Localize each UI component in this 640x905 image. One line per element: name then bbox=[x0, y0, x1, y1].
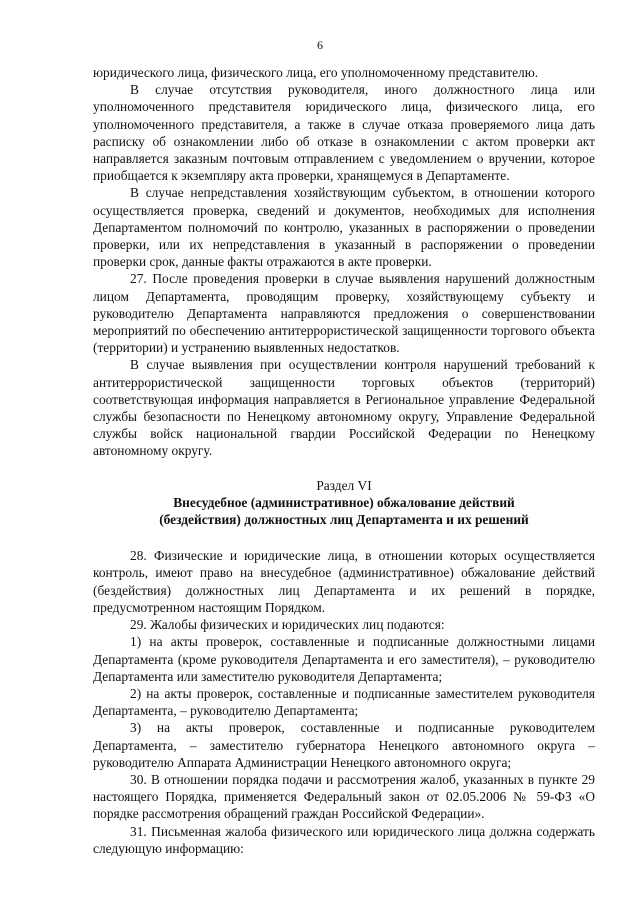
paragraph: 1) на акты проверок, составленные и подписанные должностными лицами Департамента (кроме руководителя Департамента и его заместителя), – руководителю Департамента или заместителю руководителя Департамента; bbox=[93, 634, 595, 684]
paragraph: В случае выявления при осуществлении контроля нарушений требований к антитеррористической защищенности торговых объектов (территорий) соответствующая информация направляется в Региональное управление Федеральной службы безопасности по Ненецкому автономному округу, Управление Федеральной службы войск национальной гвардии Российской Федерации по Ненецкому автономному округу. bbox=[93, 357, 595, 459]
paragraph: юридического лица, физического лица, его уполномоченному представителю. bbox=[93, 65, 539, 80]
paragraph: В случае отсутствия руководителя, иного должностного лица или уполномоченного представителя юридического лица, физического лица, его уполномоченного представителя, а также в случае отказа проверяемого лица дать расписку об ознакомлении либо об отказе в ознакомлении с актом проверки акт направляется заказным почтовым отправлением с уведомлением о вручении, которое приобщается к экземпляру акта проверки, хранящемуся в Департаменте. bbox=[93, 82, 595, 184]
paragraph: 30. В отношении порядка подачи и рассмотрения жалоб, указанных в пункте 29 настоящего Порядка, применяется Федеральный закон от 02.05.2006 № 59-ФЗ «О порядке рассмотрения обращений граждан Российской Федерации». bbox=[93, 771, 595, 822]
document-body bbox=[93, 64, 595, 857]
section-title-line-1: Внесудебное (административное) обжалование действий bbox=[173, 494, 515, 510]
spacer bbox=[93, 460, 595, 477]
page-number: 6 bbox=[317, 38, 323, 52]
paragraph: 2) на акты проверок, составленные и подписанные заместителем руководителя Департамента, – руководителю Департамента; bbox=[93, 685, 595, 719]
section-title-line-2: (бездействия) должностных лиц Департамента и их решений bbox=[159, 512, 529, 528]
spacer bbox=[93, 528, 595, 547]
paragraph: 31. Письменная жалоба физического или юридического лица должна содержать следующую информацию: bbox=[93, 823, 595, 856]
paragraph: 29. Жалобы физических и юридических лиц подаются: bbox=[130, 617, 445, 633]
paragraph: 27. После проведения проверки в случае выявления нарушений должностным лицом Департамента, проводящим проверку, хозяйствующему субъекту и руководителю Департамента направляются предложения о совершенствовании мероприятий по обеспечению антитеррористической защищенности торгового объекта (территории) и устранению выявленных недостатков. bbox=[93, 271, 595, 356]
paragraph: 28. Физические и юридические лица, в отношении которых осуществляется контроль, имеют право на внесудебное (административное) обжалование действий (бездействия) должностных лиц Департамента и их решений в порядке, предусмотренном настоящим Порядком. bbox=[93, 548, 595, 615]
paragraph: В случае непредставления хозяйствующим субъектом, в отношении которого осуществляется проверка, сведений и документов, необходимых для исполнения Департаментом полномочий по контролю, указанных в распоряжении о проведении проверки, или их непредставления в указанный в распоряжении о проведении проверки срок, данные факты отражаются в акте проверки. bbox=[93, 185, 595, 270]
paragraph: 3) на акты проверок, составленные и подписанные руководителем Департамента, – заместителю губернатора Ненецкого автономного округа – руководителю Аппарата Администрации Ненецкого автономного округа; bbox=[93, 720, 595, 770]
section-heading: Раздел VI bbox=[316, 477, 372, 493]
